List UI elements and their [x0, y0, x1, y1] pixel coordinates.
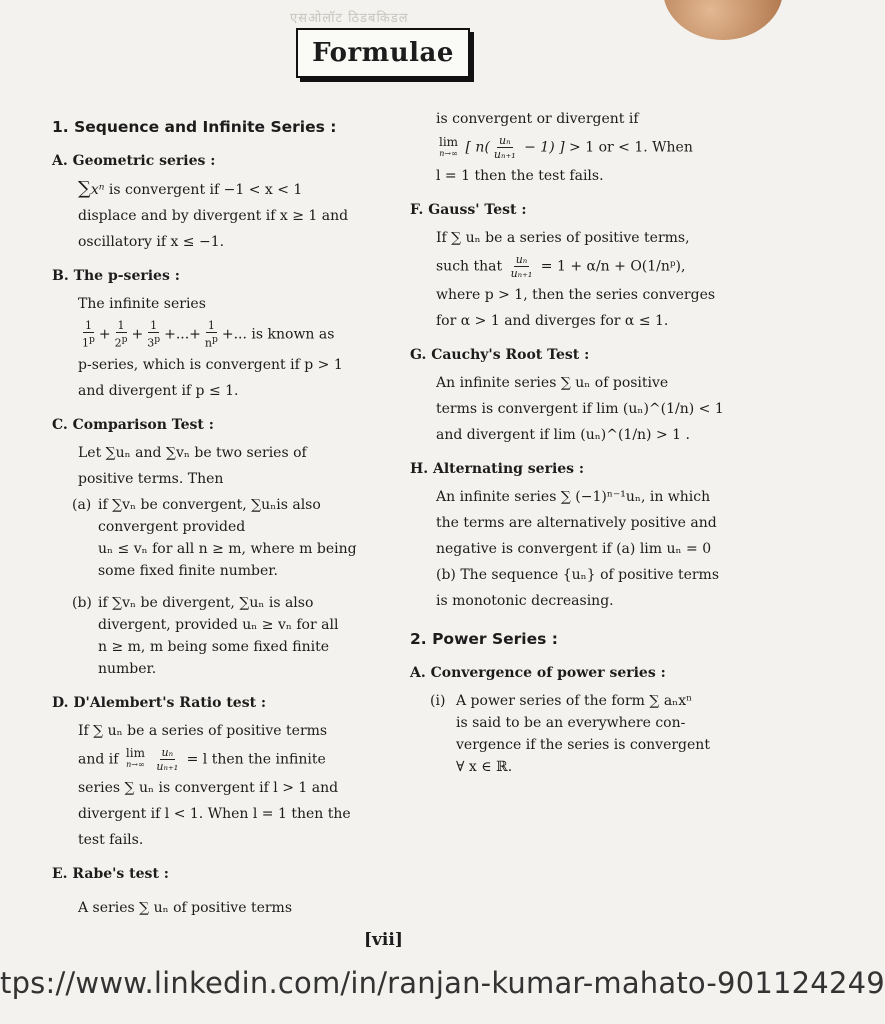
ratio-line-4: divergent if l < 1. When l = 1 then the: [78, 805, 351, 822]
power-series-heading: A. Convergence of power series :: [410, 665, 666, 681]
ratio-test-heading: D. D'Alembert's Ratio test :: [52, 694, 267, 711]
comparison-item-a: (a) if ∑vₙ be convergent, ∑uₙis also convergent provided uₙ ≤ vₙ for all n ≥ m, where m being some fixed finite number.: [72, 496, 357, 579]
alternating-line-5: is monotonic decreasing.: [436, 593, 614, 609]
alternating-line-1: An infinite series ∑ (−1)ⁿ⁻¹uₙ, in which: [436, 489, 711, 505]
ratio-line-5: test fails.: [78, 831, 144, 848]
alternating-line-3: negative is convergent if (a) lim uₙ = 0: [436, 541, 712, 557]
comparison-line-2: positive terms. Then: [78, 470, 224, 487]
alternating-series-heading: H. Alternating series :: [410, 461, 585, 477]
power-series-item-i: (i) A power series of the form ∑ aₙxⁿ is said to be an everywhere con- vergence if the series is convergent ∀ x ∈ ℝ.: [430, 693, 710, 775]
p-series-line-1: The infinite series: [78, 296, 206, 312]
ratio-line-1: If ∑ uₙ be a series of positive terms: [78, 722, 328, 739]
comparison-line-1: Let ∑uₙ and ∑vₙ be two series of: [78, 444, 307, 461]
p-series-heading: B. The p-series :: [52, 268, 180, 284]
alternating-line-4: (b) The sequence {uₙ} of positive terms: [436, 567, 720, 583]
geometric-series-heading: A. Geometric series :: [52, 153, 216, 169]
rabe-line-1: A series ∑ uₙ of positive terms: [78, 899, 293, 916]
p-series-line-3: p-series, which is convergent if p > 1: [78, 356, 343, 373]
ratio-line-3: series ∑ uₙ is convergent if l > 1 and: [78, 779, 339, 796]
p-series-line-4: and divergent if p ≤ 1.: [78, 382, 239, 399]
cauchy-line-1: An infinite series ∑ uₙ of positive: [436, 375, 669, 391]
comparison-test-heading: C. Comparison Test :: [52, 416, 214, 433]
geometric-line-1: ∑xⁿ is convergent if −1 < x < 1: [78, 178, 303, 199]
rabe-test-heading: E. Rabe's test :: [52, 865, 169, 882]
gauss-line-1: If ∑ uₙ be a series of positive terms,: [436, 230, 690, 246]
gauss-line-2: such that $\frac{\text{uₙ}}{\text{uₙ₊₁}}$ = 1 + α/n + O(1/nᵖ),: [436, 253, 686, 280]
cauchy-test-heading: G. Cauchy's Root Test :: [410, 347, 590, 363]
section-1-heading: 1. Sequence and Infinite Series :: [52, 118, 337, 136]
alternating-line-2: the terms are alternatively positive and: [436, 515, 717, 531]
rabe-cont-line-3: l = 1 then the test fails.: [436, 168, 604, 184]
geometric-line-3: oscillatory if x ≤ −1.: [78, 234, 225, 250]
gauss-line-3: where p > 1, then the series converges: [436, 287, 716, 303]
linkedin-url-watermark[interactable]: tps://www.linkedin.com/in/ranjan-kumar-mahato-901124249: [0, 966, 885, 1000]
page-number: [vii]: [364, 930, 403, 950]
geometric-line-2: displace and by divergent if x ≥ 1 and: [78, 208, 349, 224]
gauss-test-heading: F. Gauss' Test :: [410, 202, 527, 218]
right-column: [410, 108, 730, 782]
section-2-heading: 2. Power Series :: [410, 630, 558, 648]
cauchy-line-3: and divergent if lim (uₙ)^(1/n) > 1 .: [436, 427, 690, 443]
ghost-text: एसओलॉट ठिडबकिडल: [290, 11, 409, 26]
rabe-cont-line-1: is convergent or divergent if: [436, 111, 639, 127]
p-series-formula: $\frac{1}{1^p}$ + $\frac{1}{2^p}$ + $\frac{1}{3^p}$ +...+ $\frac{1}{n^p}$ +... is known as: [82, 319, 335, 350]
comparison-item-b: (b) if ∑vₙ be divergent, ∑uₙ is also divergent, provided uₙ ≥ vₙ for all n ≥ m, m being some fixed finite number.: [72, 594, 339, 677]
ratio-line-2: and if lim n→∞ $\frac{\text{uₙ}}{\text{uₙ₊₁}}$ = l then the infinite: [78, 745, 326, 773]
gauss-line-4: for α > 1 and diverges for α ≤ 1.: [436, 313, 669, 329]
finger-edge: [663, 0, 768, 45]
page-title: Formulae: [296, 28, 470, 78]
left-column: [52, 112, 370, 923]
rabe-cont-line-2: lim n→∞ [ n( $\frac{\text{uₙ}}{\text{uₙ₊₁}}$ − 1) ] > 1 or < 1. When: [439, 134, 693, 161]
cauchy-line-2: terms is convergent if lim (uₙ)^(1/n) < 1: [436, 401, 724, 417]
